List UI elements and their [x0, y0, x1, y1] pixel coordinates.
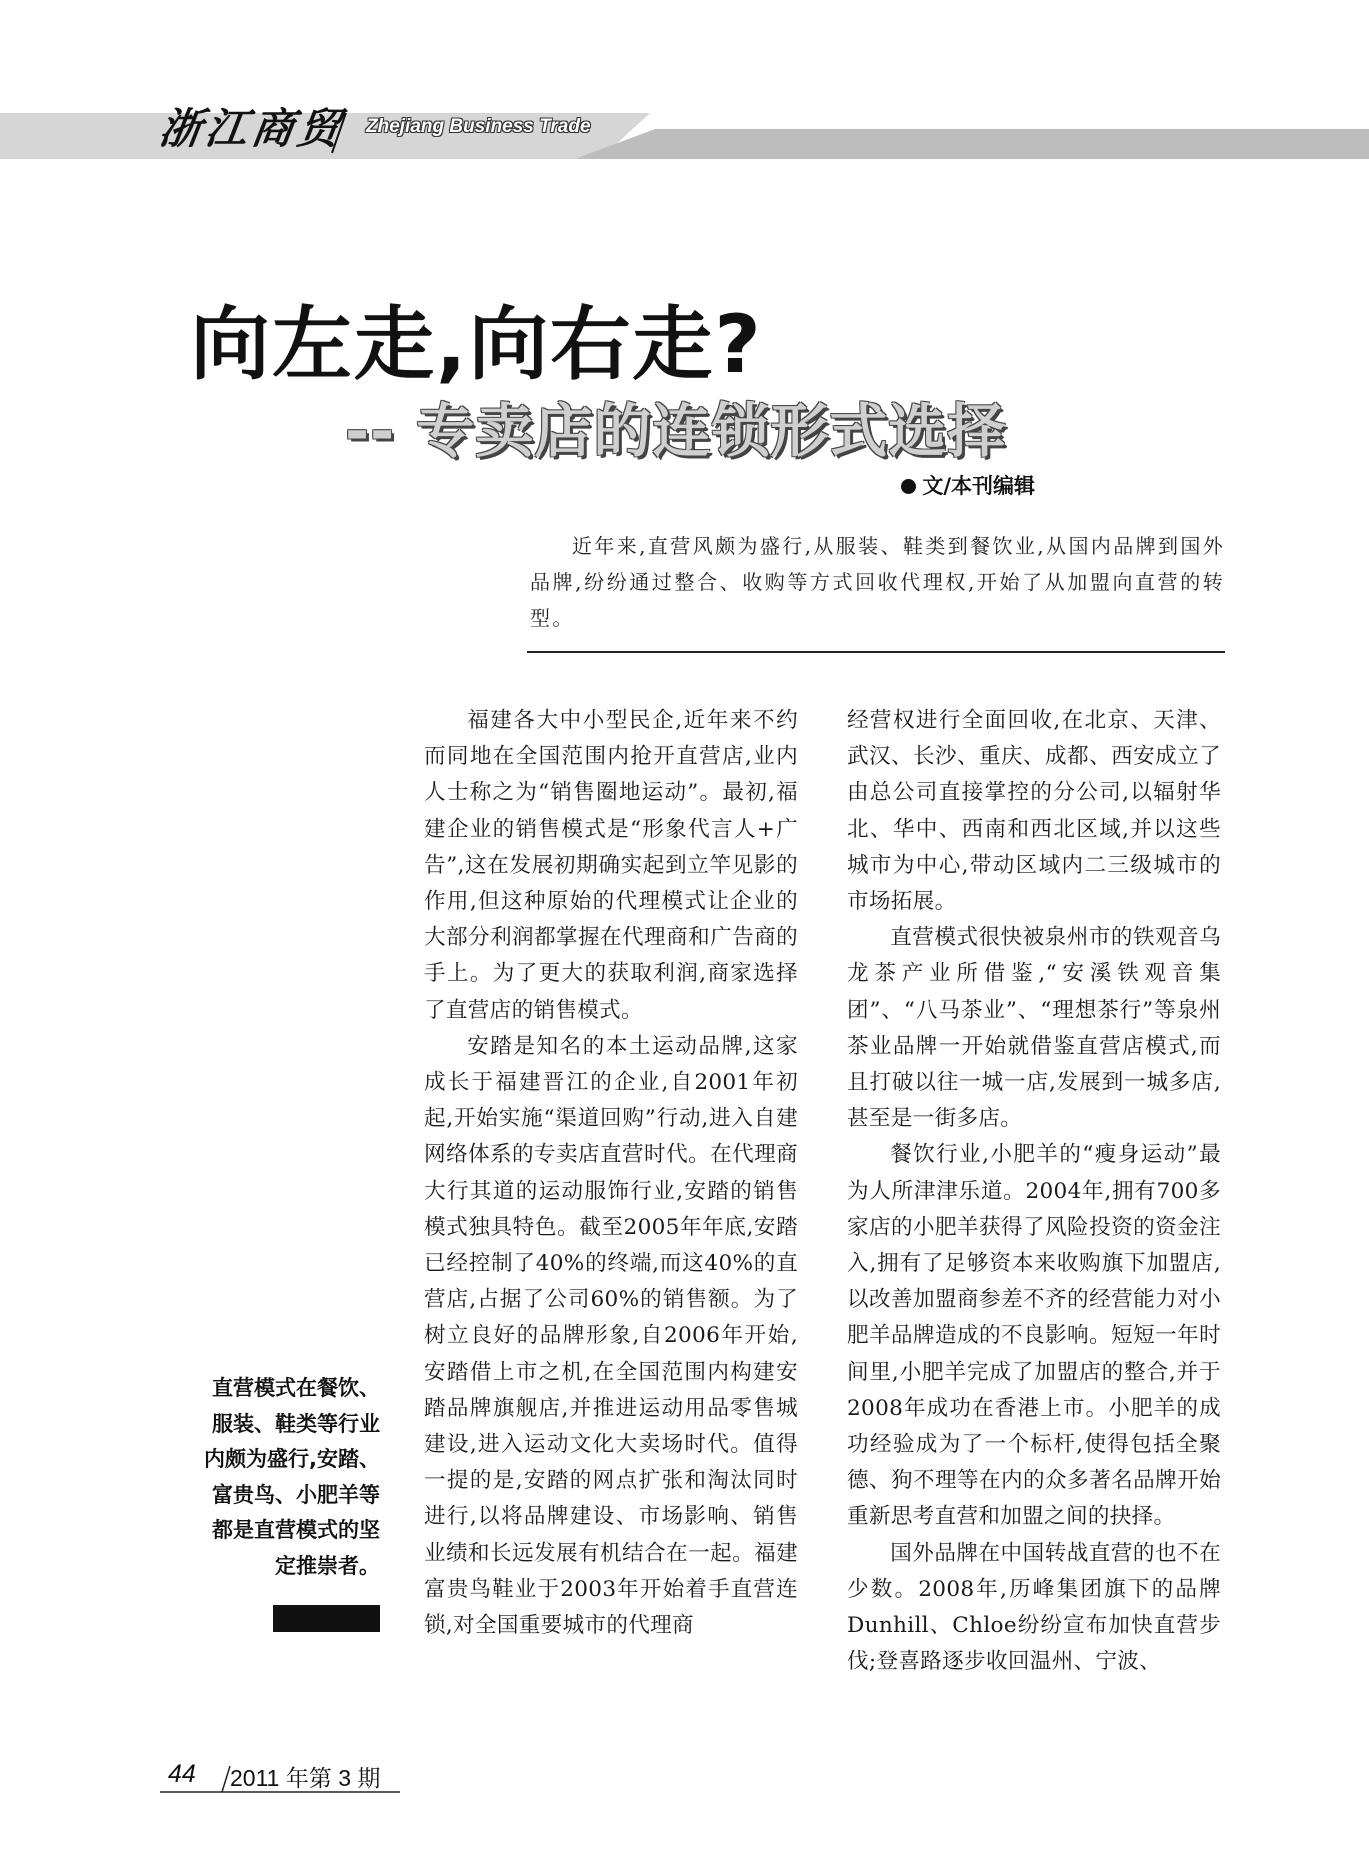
issue-label: 2011 年第 3 期: [230, 1765, 381, 1791]
body-column-1: [424, 703, 798, 1644]
author-byline: [901, 470, 1035, 500]
pull-quote-bar: [273, 1605, 380, 1632]
pull-quote: 直营模式在餐饮、服装、鞋类等行业内颇为盛行,安踏、富贵鸟、小肥羊等都是直营模式的坚定推崇者。: [204, 1376, 380, 1578]
page-number: 44: [168, 1760, 196, 1788]
magazine-name-en: Zhejiang Business Trade: [366, 116, 591, 137]
paragraph: 安踏是知名的本土运动品牌,这家成长于福建晋江的企业,自2001年初起,开始实施“渠道回购”行动,进入自建网络体系的专卖店直营时代。在代理商大行其道的运动服饰行业,安踏的销售模式独具特色。截至2005年年底,安踏已经控制了40%的终端,而这40%的直营店,占据了公司60%的销售额。为了树立良好的品牌形象,自2006年开始,安踏借上市之机,在全国范围内构建安踏品牌旗舰店,并推进运动用品零售城建设,进入运动文化大卖场时代。值得一提的是,安踏的网点扩张和淘汰同时进行,以将品牌建设、市场影响、销售业绩和长远发展有机结合在一起。福建富贵鸟鞋业于2003年开始着手直营连锁,对全国重要城市的代理商: [424, 1033, 798, 1639]
magazine-logo-cn: 浙江商贸: [156, 104, 348, 153]
paragraph: 经营权进行全面回收,在北京、天津、武汉、长沙、重庆、成都、西安成立了由总公司直接掌控的分公司,以辐射华北、华中、西南和西北区域,并以这些城市为中心,带动区域内二三级城市的市场拓展。: [847, 708, 1221, 915]
paragraph: 餐饮行业,小肥羊的“瘦身运动”最为人所津津乐道。2004年,拥有700多家店的小肥羊获得了风险投资的资金注入,拥有了足够资本来收购旗下加盟店,以改善加盟商参差不齐的经营能力对小肥羊品牌造成的不良影响。短短一年时间里,小肥羊完成了加盟店的整合,并于2008年成功在香港上市。小肥羊的成功经验成为了一个标杆,使得包括全聚德、狗不理等在内的众多著名品牌开始重新思考直营和加盟之间的抉择。: [847, 1142, 1221, 1530]
article-subtitle: -- 专卖店的连锁形式选择: [345, 397, 1007, 465]
bullet-icon: [901, 479, 916, 494]
paragraph: 直营模式很快被泉州市的铁观音乌龙茶产业所借鉴,“安溪铁观音集团”、“八马茶业”、“理想茶行”等泉州茶业品牌一开始就借鉴直营店模式,而且打破以往一城一店,发展到一城多店,甚至是一街多店。: [847, 925, 1221, 1132]
paragraph: 国外品牌在中国转战直营的也不在少数。2008年,历峰集团旗下的品牌Dunhill、Chloe纷纷宣布加快直营步伐;登喜路逐步收回温州、宁波、: [847, 1540, 1221, 1675]
article-abstract: 近年来,直营风颇为盛行,从服装、鞋类到餐饮业,从国内品牌到国外品牌,纷纷通过整合、收购等方式回收代理权,开始了从加盟向直营的转型。: [530, 534, 1225, 630]
abstract-divider: [527, 651, 1225, 653]
body-column-2: [847, 703, 1221, 1680]
article-title: 向左走,向右走?: [190, 298, 763, 391]
paragraph: 福建各大中小型民企,近年来不约而同地在全国范围内抢开直营店,业内人士称之为“销售圈地运动”。最初,福建企业的销售模式是“形象代言人+广告”,这在发展初期确实起到立竿见影的作用,但这种原始的代理模式让企业的大部分利润都掌握在代理商和广告商的手上。为了更大的获取利润,商家选择了直营店的销售模式。: [424, 708, 798, 1023]
author-text: 文/本刊编辑: [922, 474, 1035, 498]
